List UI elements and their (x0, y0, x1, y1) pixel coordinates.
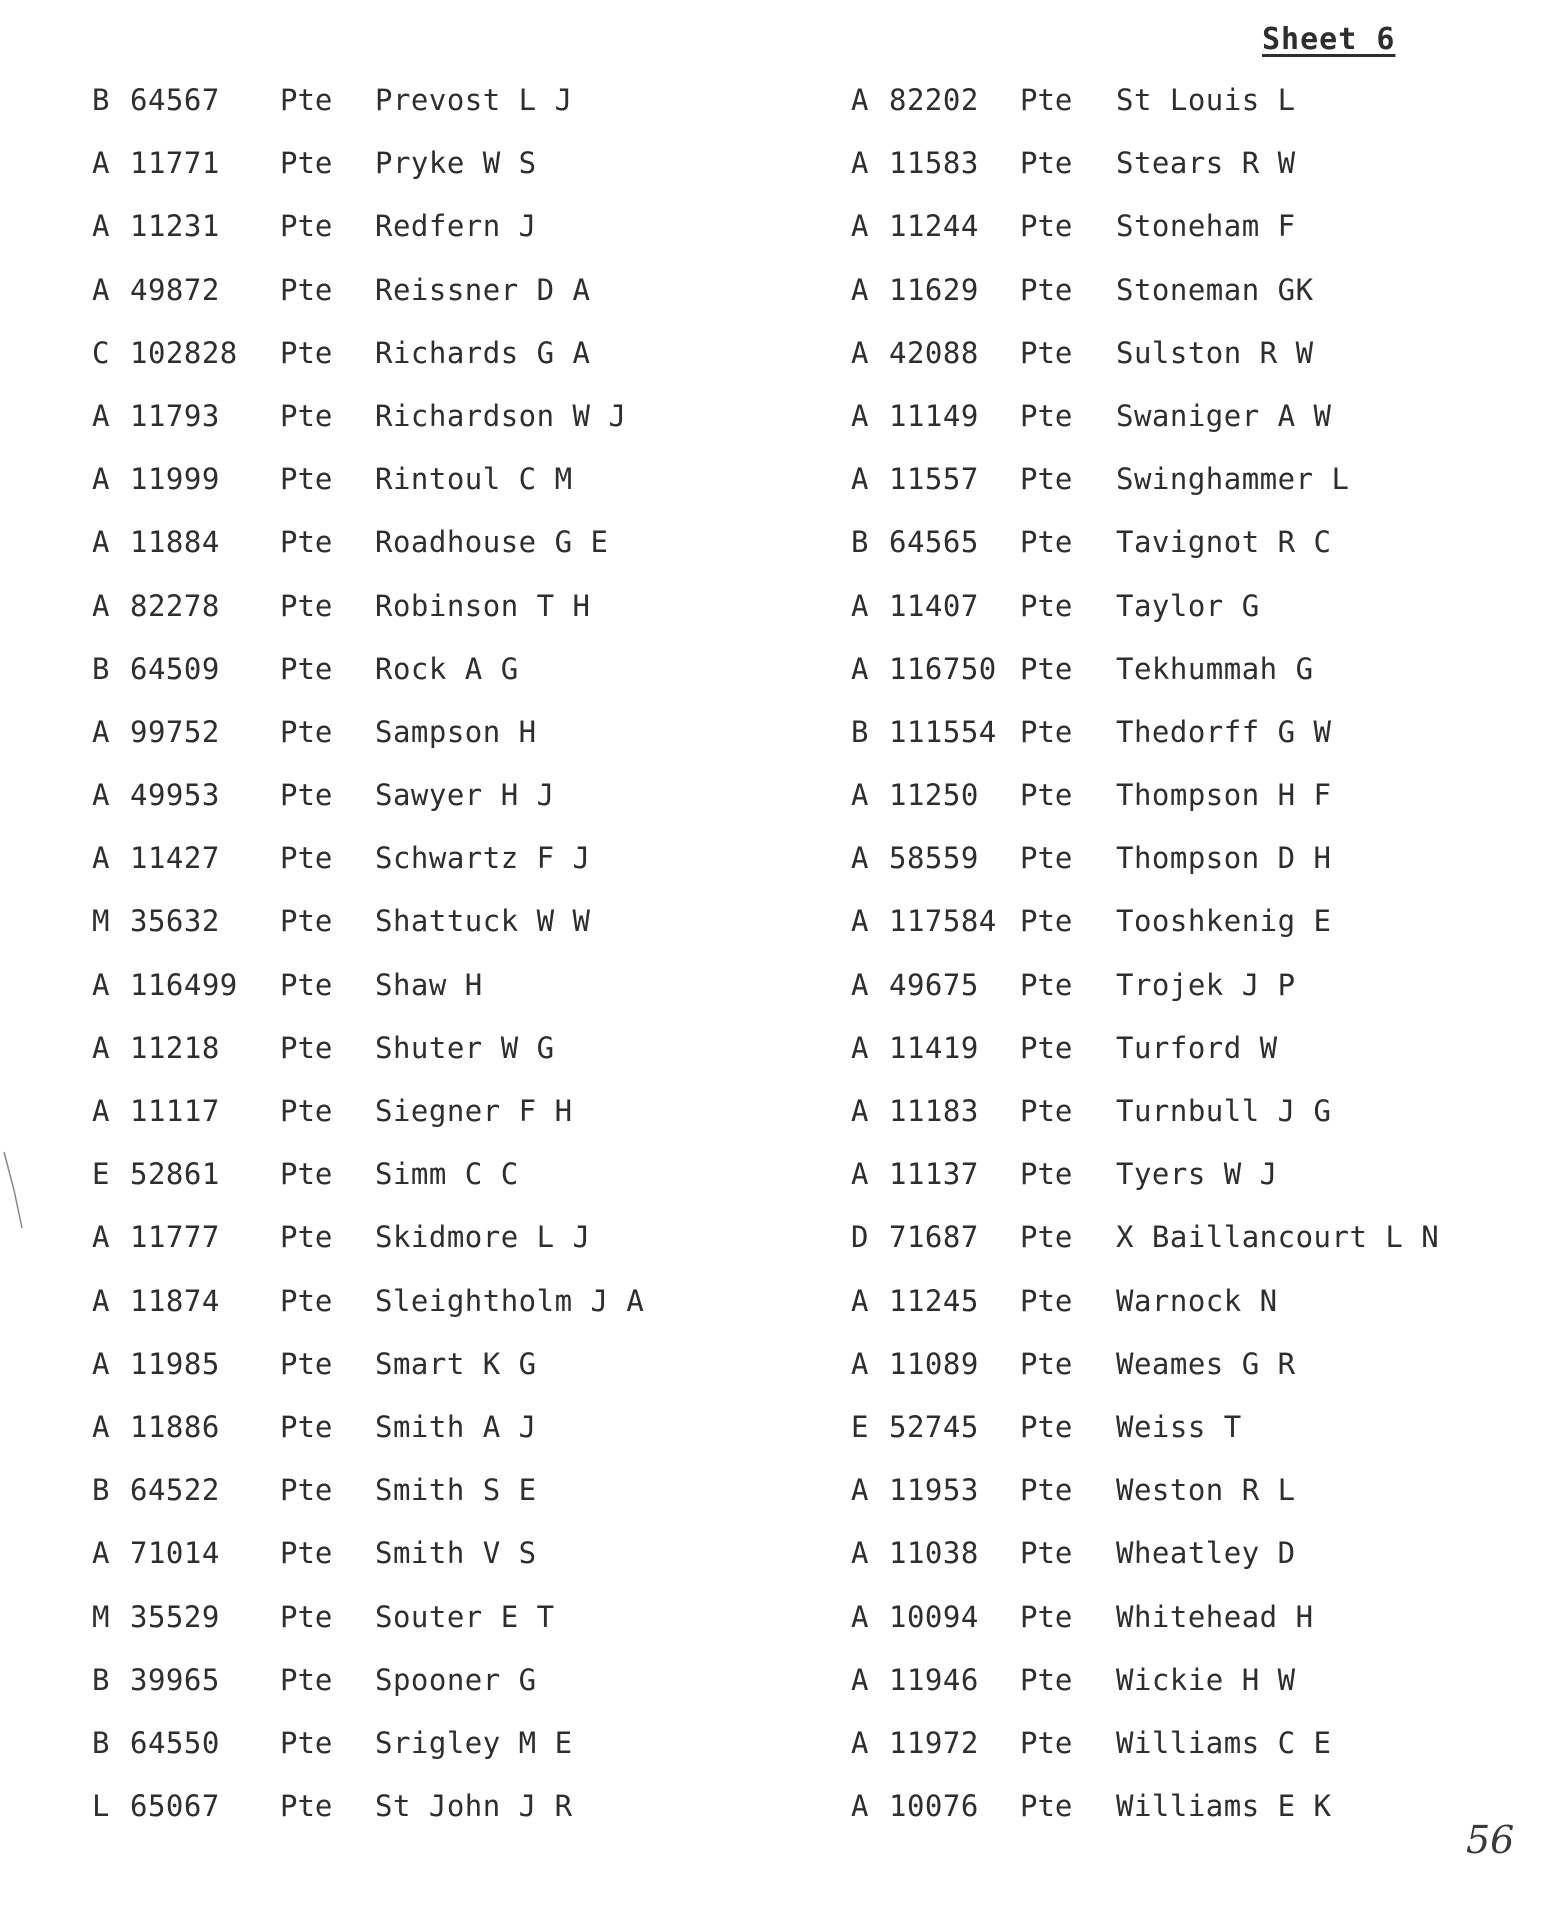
rank: Pte (1020, 778, 1073, 813)
series-prefix: A (92, 462, 110, 497)
series-prefix: A (851, 209, 869, 244)
soldier-name: Weston R L (1116, 1473, 1296, 1508)
rank: Pte (1020, 1157, 1073, 1192)
rank: Pte (1020, 1346, 1073, 1381)
series-prefix: A (92, 714, 110, 749)
soldier-name: Thompson D H (1116, 841, 1332, 876)
service-number: 11427 (130, 841, 220, 876)
series-prefix: E (851, 1409, 869, 1444)
rank: Pte (1020, 1094, 1073, 1128)
series-prefix: B (92, 83, 110, 117)
series-prefix: B (92, 1473, 110, 1508)
rank: Pte (280, 462, 333, 497)
series-prefix: A (851, 83, 869, 117)
rank: Pte (1020, 841, 1073, 876)
service-number: 11884 (130, 525, 220, 560)
rank: Pte (1020, 1789, 1073, 1824)
soldier-name: Smith S E (375, 1473, 537, 1508)
series-prefix: A (92, 1094, 110, 1128)
soldier-name: Siegner F H (375, 1094, 573, 1128)
service-number: 11137 (889, 1157, 979, 1192)
soldier-name: Souter E T (375, 1599, 555, 1634)
series-prefix: A (851, 841, 869, 876)
rank: Pte (1020, 272, 1073, 307)
rank: Pte (1020, 398, 1073, 433)
soldier-name: Williams E K (1116, 1789, 1332, 1824)
soldier-name: Smart K G (375, 1346, 537, 1381)
service-number: 49953 (130, 778, 220, 813)
rank: Pte (280, 398, 333, 433)
soldier-name: Pryke W S (375, 146, 537, 181)
service-number: 82278 (130, 588, 220, 623)
soldier-name: Spooner G (375, 1662, 537, 1697)
service-number: 64550 (130, 1725, 220, 1760)
rank: Pte (280, 1346, 333, 1381)
service-number: 117584 (889, 904, 997, 939)
rank: Pte (280, 588, 333, 623)
service-number: 11946 (889, 1662, 979, 1697)
service-number: 11972 (889, 1725, 979, 1760)
rank: Pte (280, 1030, 333, 1065)
rank: Pte (280, 83, 333, 117)
soldier-name: Tavignot R C (1116, 525, 1332, 560)
rank: Pte (280, 904, 333, 939)
series-prefix: A (92, 967, 110, 1002)
series-prefix: A (851, 1157, 869, 1192)
service-number: 11583 (889, 146, 979, 181)
rank: Pte (280, 714, 333, 749)
service-number: 35632 (130, 904, 220, 939)
rank: Pte (1020, 335, 1073, 370)
series-prefix: A (851, 1789, 869, 1824)
series-prefix: A (851, 1662, 869, 1697)
soldier-name: Simm C C (375, 1157, 519, 1192)
rank: Pte (280, 1409, 333, 1444)
soldier-name: Wheatley D (1116, 1536, 1296, 1571)
service-number: 11244 (889, 209, 979, 244)
service-number: 11419 (889, 1030, 979, 1065)
series-prefix: A (92, 1409, 110, 1444)
series-prefix: A (851, 1599, 869, 1634)
soldier-name: Taylor G (1116, 588, 1260, 623)
rank: Pte (280, 209, 333, 244)
series-prefix: L (92, 1789, 110, 1824)
rank: Pte (280, 1094, 333, 1128)
service-number: 11038 (889, 1536, 979, 1571)
soldier-name: Turnbull J G (1116, 1094, 1332, 1128)
service-number: 11149 (889, 398, 979, 433)
series-prefix: A (92, 272, 110, 307)
soldier-name: Reissner D A (375, 272, 591, 307)
soldier-name: Stears R W (1116, 146, 1296, 181)
service-number: 111554 (889, 714, 997, 749)
sheet-label: Sheet 6 (1262, 22, 1396, 57)
rank: Pte (1020, 1473, 1073, 1508)
rank: Pte (280, 1157, 333, 1192)
service-number: 11117 (130, 1094, 220, 1128)
service-number: 11953 (889, 1473, 979, 1508)
soldier-name: Swaniger A W (1116, 398, 1332, 433)
rank: Pte (280, 1599, 333, 1634)
series-prefix: A (851, 1536, 869, 1571)
rank: Pte (1020, 525, 1073, 560)
series-prefix: A (92, 841, 110, 876)
series-prefix: A (92, 398, 110, 433)
series-prefix: B (92, 651, 110, 686)
service-number: 11999 (130, 462, 220, 497)
rank: Pte (280, 1220, 333, 1255)
soldier-name: Richards G A (375, 335, 591, 370)
series-prefix: M (92, 1599, 110, 1634)
rank: Pte (280, 1283, 333, 1318)
service-number: 52861 (130, 1157, 220, 1192)
service-number: 99752 (130, 714, 220, 749)
series-prefix: A (851, 1094, 869, 1128)
rank: Pte (280, 778, 333, 813)
series-prefix: A (851, 272, 869, 307)
service-number: 71687 (889, 1220, 979, 1255)
service-number: 102828 (130, 335, 238, 370)
service-number: 64522 (130, 1473, 220, 1508)
soldier-name: Wickie H W (1116, 1662, 1296, 1697)
series-prefix: A (92, 209, 110, 244)
rank: Pte (1020, 1030, 1073, 1065)
rank: Pte (280, 841, 333, 876)
rank: Pte (1020, 83, 1073, 117)
service-number: 11985 (130, 1346, 220, 1381)
rank: Pte (1020, 1220, 1073, 1255)
series-prefix: A (92, 525, 110, 560)
rank: Pte (1020, 1536, 1073, 1571)
margin-pen-stroke (0, 1150, 30, 1230)
service-number: 64509 (130, 651, 220, 686)
rank: Pte (1020, 146, 1073, 181)
service-number: 11771 (130, 146, 220, 181)
series-prefix: E (92, 1157, 110, 1192)
service-number: 65067 (130, 1789, 220, 1824)
series-prefix: A (851, 1725, 869, 1760)
service-number: 64567 (130, 83, 220, 117)
series-prefix: A (851, 398, 869, 433)
rank: Pte (1020, 209, 1073, 244)
soldier-name: Tooshkenig E (1116, 904, 1332, 939)
soldier-name: Trojek J P (1116, 967, 1296, 1002)
series-prefix: A (92, 1346, 110, 1381)
rank: Pte (280, 146, 333, 181)
service-number: 82202 (889, 83, 979, 117)
soldier-name: Schwartz F J (375, 841, 591, 876)
soldier-name: Roadhouse G E (375, 525, 609, 560)
soldier-name: Warnock N (1116, 1283, 1278, 1318)
service-number: 11231 (130, 209, 220, 244)
soldier-name: Shaw H (375, 967, 483, 1002)
soldier-name: St Louis L (1116, 83, 1296, 117)
series-prefix: A (851, 1030, 869, 1065)
soldier-name: Stoneham F (1116, 209, 1296, 244)
service-number: 11218 (130, 1030, 220, 1065)
service-number: 11793 (130, 398, 220, 433)
service-number: 116499 (130, 967, 238, 1002)
soldier-name: Stoneman GK (1116, 272, 1314, 307)
rank: Pte (1020, 1409, 1073, 1444)
service-number: 71014 (130, 1536, 220, 1571)
rank: Pte (280, 967, 333, 1002)
series-prefix: A (851, 904, 869, 939)
soldier-name: Shuter W G (375, 1030, 555, 1065)
rank: Pte (280, 1473, 333, 1508)
series-prefix: A (851, 1473, 869, 1508)
soldier-name: Robinson T H (375, 588, 591, 623)
service-number: 39965 (130, 1662, 220, 1697)
series-prefix: B (92, 1662, 110, 1697)
soldier-name: Smith V S (375, 1536, 537, 1571)
rank: Pte (1020, 1283, 1073, 1318)
rank: Pte (1020, 904, 1073, 939)
series-prefix: C (92, 335, 110, 370)
soldier-name: Skidmore L J (375, 1220, 591, 1255)
service-number: 11183 (889, 1094, 979, 1128)
soldier-name: Sawyer H J (375, 778, 555, 813)
service-number: 11886 (130, 1409, 220, 1444)
soldier-name: Swinghammer L (1116, 462, 1350, 497)
service-number: 11250 (889, 778, 979, 813)
service-number: 49872 (130, 272, 220, 307)
soldier-name: Sampson H (375, 714, 537, 749)
series-prefix: A (92, 588, 110, 623)
service-number: 11089 (889, 1346, 979, 1381)
rank: Pte (1020, 588, 1073, 623)
rank: Pte (280, 651, 333, 686)
series-prefix: A (851, 146, 869, 181)
series-prefix: A (851, 651, 869, 686)
rank: Pte (280, 335, 333, 370)
series-prefix: B (851, 714, 869, 749)
series-prefix: A (92, 1536, 110, 1571)
series-prefix: A (92, 1283, 110, 1318)
service-number: 11777 (130, 1220, 220, 1255)
rank: Pte (280, 272, 333, 307)
soldier-name: Sulston R W (1116, 335, 1314, 370)
service-number: 64565 (889, 525, 979, 560)
soldier-name: Weames G R (1116, 1346, 1296, 1381)
series-prefix: A (851, 1283, 869, 1318)
series-prefix: B (92, 1725, 110, 1760)
soldier-name: Whitehead H (1116, 1599, 1314, 1634)
soldier-name: Shattuck W W (375, 904, 591, 939)
series-prefix: A (92, 146, 110, 181)
rank: Pte (280, 1725, 333, 1760)
service-number: 58559 (889, 841, 979, 876)
soldier-name: Tekhummah G (1116, 651, 1314, 686)
rank: Pte (1020, 714, 1073, 749)
rank: Pte (1020, 1599, 1073, 1634)
series-prefix: A (92, 1220, 110, 1255)
series-prefix: A (851, 967, 869, 1002)
soldier-name: Williams C E (1116, 1725, 1332, 1760)
rank: Pte (1020, 1662, 1073, 1697)
service-number: 11629 (889, 272, 979, 307)
service-number: 11245 (889, 1283, 979, 1318)
rank: Pte (1020, 967, 1073, 1002)
service-number: 116750 (889, 651, 997, 686)
soldier-name: Tyers W J (1116, 1157, 1278, 1192)
service-number: 11407 (889, 588, 979, 623)
series-prefix: B (851, 525, 869, 560)
series-prefix: A (851, 588, 869, 623)
service-number: 11557 (889, 462, 979, 497)
handwritten-page-number: 56 (1466, 1818, 1515, 1862)
soldier-name: Smith A J (375, 1409, 537, 1444)
service-number: 11874 (130, 1283, 220, 1318)
soldier-name: Weiss T (1116, 1409, 1242, 1444)
rank: Pte (1020, 1725, 1073, 1760)
series-prefix: M (92, 904, 110, 939)
soldier-name: Redfern J (375, 209, 537, 244)
service-number: 52745 (889, 1409, 979, 1444)
series-prefix: A (851, 462, 869, 497)
soldier-name: Richardson W J (375, 398, 627, 433)
series-prefix: A (851, 335, 869, 370)
rank: Pte (1020, 651, 1073, 686)
soldier-name: Rintoul C M (375, 462, 573, 497)
rank: Pte (280, 1536, 333, 1571)
rank: Pte (280, 1789, 333, 1824)
service-number: 42088 (889, 335, 979, 370)
soldier-name: X Baillancourt L N (1116, 1220, 1440, 1255)
service-number: 35529 (130, 1599, 220, 1634)
soldier-name: Sleightholm J A (375, 1283, 645, 1318)
soldier-name: Thedorff G W (1116, 714, 1332, 749)
soldier-name: Turford W (1116, 1030, 1278, 1065)
service-number: 10076 (889, 1789, 979, 1824)
rank: Pte (1020, 462, 1073, 497)
soldier-name: Thompson H F (1116, 778, 1332, 813)
soldier-name: Prevost L J (375, 83, 573, 117)
rank: Pte (280, 1662, 333, 1697)
series-prefix: A (92, 1030, 110, 1065)
rank: Pte (280, 525, 333, 560)
series-prefix: A (851, 778, 869, 813)
soldier-name: St John J R (375, 1789, 573, 1824)
service-number: 10094 (889, 1599, 979, 1634)
series-prefix: A (851, 1346, 869, 1381)
series-prefix: A (92, 778, 110, 813)
series-prefix: D (851, 1220, 869, 1255)
soldier-name: Rock A G (375, 651, 519, 686)
soldier-name: Srigley M E (375, 1725, 573, 1760)
service-number: 49675 (889, 967, 979, 1002)
